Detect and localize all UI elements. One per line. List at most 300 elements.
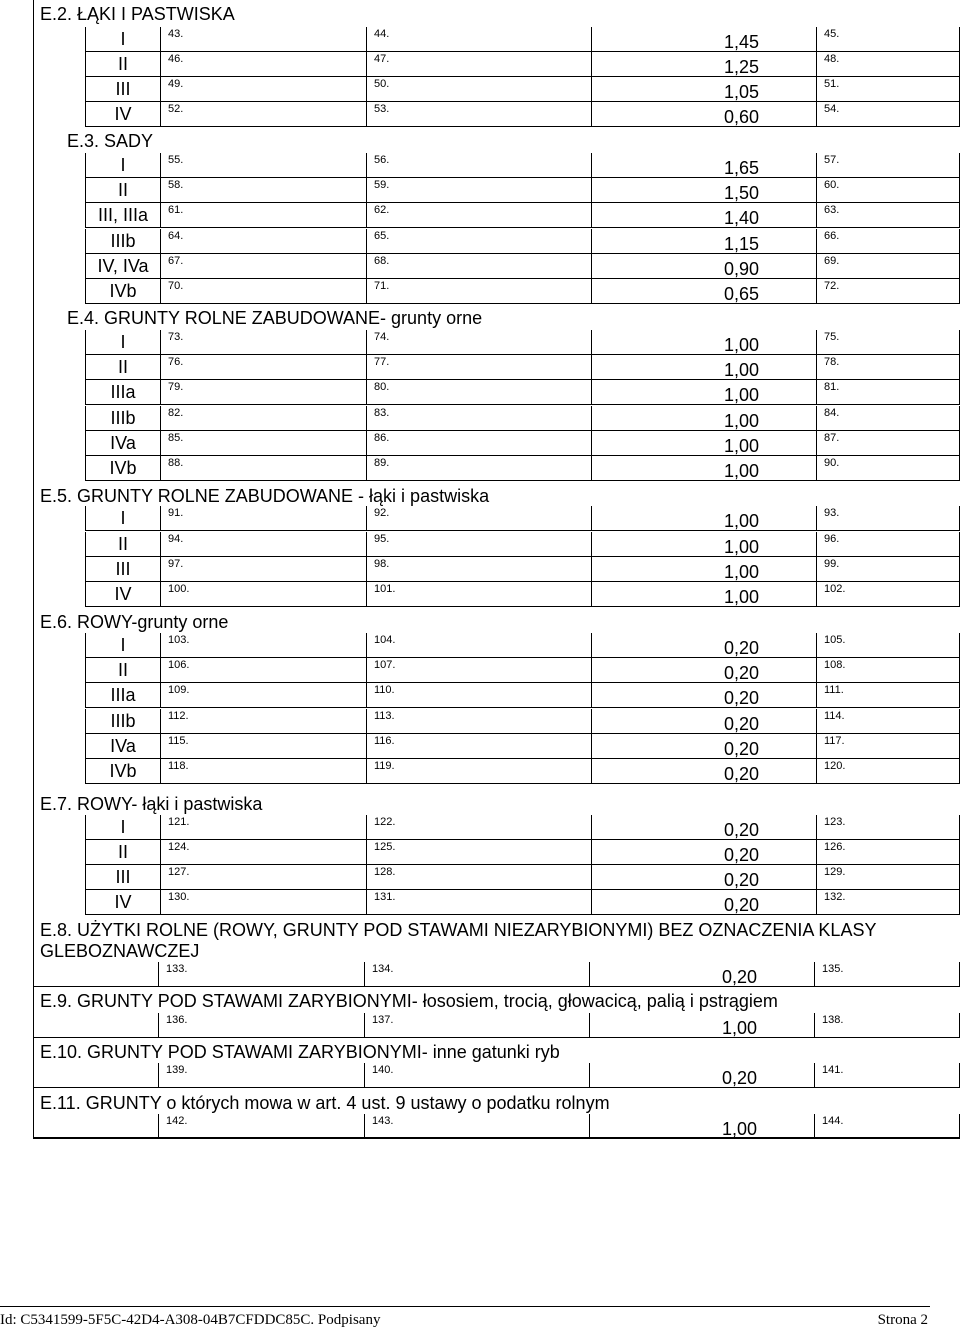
table-row <box>85 77 960 102</box>
field-number: 94. <box>168 533 184 545</box>
field-number: 63. <box>824 204 840 216</box>
field-number: 84. <box>824 407 840 419</box>
area-converted-field[interactable] <box>364 1114 589 1139</box>
area-converted-field[interactable] <box>366 254 591 279</box>
result-field[interactable] <box>816 406 960 431</box>
area-converted-field[interactable] <box>366 279 591 304</box>
area-field[interactable] <box>160 840 366 865</box>
area-field[interactable] <box>158 962 364 987</box>
field-number: 141. <box>822 1064 844 1076</box>
conversion-factor: 1,40 <box>723 208 759 228</box>
conversion-factor: 1,00 <box>721 1119 757 1139</box>
table-row <box>85 254 960 279</box>
table-row <box>85 229 960 254</box>
result-field[interactable] <box>816 254 960 279</box>
field-number: 73. <box>168 331 184 343</box>
area-field[interactable] <box>158 1114 364 1139</box>
field-number: 93. <box>824 507 840 519</box>
conversion-factor: 1,00 <box>723 411 759 431</box>
conversion-factor-cell <box>591 840 816 865</box>
soil-class-label: II <box>85 355 160 380</box>
area-field[interactable] <box>160 380 366 405</box>
conversion-factor-cell <box>591 865 816 890</box>
page-footer <box>0 1306 930 1331</box>
conversion-factor-cell <box>591 759 816 784</box>
conversion-factor: 1,00 <box>723 537 759 557</box>
soil-class-label: I <box>85 633 160 658</box>
field-number: 110. <box>374 684 395 696</box>
field-number: 67. <box>168 255 184 267</box>
conversion-factor: 1,05 <box>723 82 759 102</box>
table-row <box>85 890 960 915</box>
result-field[interactable] <box>816 380 960 405</box>
area-converted-field[interactable] <box>366 380 591 405</box>
field-number: 101. <box>374 583 396 595</box>
field-number: 127. <box>168 866 190 878</box>
field-number: 103. <box>168 634 190 646</box>
field-number: 124. <box>168 841 190 853</box>
blank-class-cell <box>33 1114 158 1139</box>
area-converted-field[interactable] <box>366 890 591 915</box>
table-row <box>85 330 960 355</box>
table-row <box>33 962 960 987</box>
conversion-factor-cell <box>591 506 816 531</box>
result-field[interactable] <box>816 557 960 582</box>
conversion-factor-cell <box>591 582 816 607</box>
field-number: 75. <box>824 331 840 343</box>
conversion-factor: 0,20 <box>723 739 759 759</box>
result-field[interactable] <box>814 1063 960 1088</box>
area-converted-field[interactable] <box>366 203 591 228</box>
field-number: 95. <box>374 533 390 545</box>
soil-class-label: IVa <box>85 431 160 456</box>
soil-class-label: IIIb <box>85 709 160 734</box>
field-number: 138. <box>822 1014 844 1026</box>
soil-class-label: III, IIIa <box>85 203 160 228</box>
field-number: 78. <box>824 356 840 368</box>
result-field[interactable] <box>814 1013 960 1038</box>
area-field[interactable] <box>160 734 366 759</box>
field-number: 125. <box>374 841 396 853</box>
field-number: 49. <box>168 78 184 90</box>
table-row <box>85 456 960 481</box>
area-converted-field[interactable] <box>366 557 591 582</box>
area-field[interactable] <box>160 683 366 708</box>
table-row <box>85 27 960 52</box>
conversion-factor-cell <box>591 658 816 683</box>
field-number: 89. <box>374 457 390 469</box>
area-converted-field[interactable] <box>366 532 591 557</box>
table-row <box>85 658 960 683</box>
conversion-factor: 1,00 <box>723 461 759 481</box>
field-number: 134. <box>372 963 394 975</box>
field-number: 130. <box>168 891 190 903</box>
area-converted-field[interactable] <box>364 1013 589 1038</box>
result-field[interactable] <box>816 229 960 254</box>
result-field[interactable] <box>816 153 960 178</box>
field-number: 57. <box>824 154 840 166</box>
result-field[interactable] <box>816 815 960 840</box>
table-row <box>85 153 960 178</box>
field-number: 137. <box>372 1014 394 1026</box>
field-number: 71. <box>374 280 390 292</box>
result-field[interactable] <box>816 840 960 865</box>
table-row <box>85 532 960 557</box>
result-field[interactable] <box>816 102 960 127</box>
field-number: 48. <box>824 53 840 65</box>
table-row <box>85 203 960 228</box>
conversion-factor: 1,25 <box>723 57 759 77</box>
field-number: 132. <box>824 891 846 903</box>
soil-class-label: IVb <box>85 456 160 481</box>
area-converted-field[interactable] <box>366 865 591 890</box>
area-field[interactable] <box>160 633 366 658</box>
area-field[interactable] <box>160 709 366 734</box>
result-field[interactable] <box>816 27 960 52</box>
table-row <box>85 865 960 890</box>
table-row <box>33 1114 960 1139</box>
conversion-factor: 1,00 <box>723 511 759 531</box>
field-number: 60. <box>824 179 840 191</box>
conversion-factor-cell <box>591 153 816 178</box>
area-converted-field[interactable] <box>366 431 591 456</box>
soil-class-label: IV <box>85 890 160 915</box>
area-field[interactable] <box>160 153 366 178</box>
conversion-factor-cell <box>591 406 816 431</box>
conversion-factor: 1,65 <box>723 158 759 178</box>
result-field[interactable] <box>816 759 960 784</box>
area-converted-field[interactable] <box>366 815 591 840</box>
section-e5-heading: E.5. GRUNTY ROLNE ZABUDOWANE - łąki i pastwiska <box>40 486 490 506</box>
result-field[interactable] <box>816 178 960 203</box>
conversion-factor-cell <box>591 557 816 582</box>
soil-class-label: IVa <box>85 734 160 759</box>
area-field[interactable] <box>160 532 366 557</box>
area-field[interactable] <box>158 1063 364 1088</box>
result-field[interactable] <box>816 355 960 380</box>
field-number: 140. <box>372 1064 394 1076</box>
conversion-factor-cell <box>591 178 816 203</box>
field-number: 97. <box>168 558 184 570</box>
result-field[interactable] <box>816 77 960 102</box>
field-number: 54. <box>824 103 840 115</box>
section-e8-heading-line1: E.8. UŻYTKI ROLNE (ROWY, GRUNTY POD STAWAMI NIEZARYBIONYMI) BEZ OZNACZENIA KLASY <box>40 920 877 940</box>
conversion-factor-cell <box>591 709 816 734</box>
conversion-factor-cell <box>589 962 814 987</box>
soil-class-label: I <box>85 153 160 178</box>
soil-class-label: IVb <box>85 279 160 304</box>
conversion-factor: 0,20 <box>721 1068 757 1088</box>
field-number: 98. <box>374 558 390 570</box>
conversion-factor: 0,20 <box>723 764 759 784</box>
field-number: 143. <box>372 1115 394 1127</box>
field-number: 104. <box>374 634 396 646</box>
table-row <box>33 1063 960 1088</box>
conversion-factor-cell <box>591 683 816 708</box>
area-field[interactable] <box>160 815 366 840</box>
result-field[interactable] <box>816 683 960 708</box>
soil-class-label: II <box>85 532 160 557</box>
field-number: 122. <box>374 816 396 828</box>
area-converted-field[interactable] <box>366 153 591 178</box>
area-field[interactable] <box>160 890 366 915</box>
field-number: 70. <box>168 280 184 292</box>
soil-class-label: I <box>85 27 160 52</box>
area-converted-field[interactable] <box>366 406 591 431</box>
area-converted-field[interactable] <box>366 229 591 254</box>
conversion-factor-cell <box>591 330 816 355</box>
table-row <box>85 279 960 304</box>
field-number: 105. <box>824 634 846 646</box>
blank-class-cell <box>33 962 158 987</box>
soil-class-label: IV <box>85 582 160 607</box>
result-field[interactable] <box>816 734 960 759</box>
area-field[interactable] <box>160 406 366 431</box>
field-number: 79. <box>168 381 184 393</box>
field-number: 136. <box>166 1014 188 1026</box>
table-row <box>85 840 960 865</box>
section-e9-heading: E.9. GRUNTY POD STAWAMI ZARYBIONYMI- łososiem, trocią, głowacicą, palią i pstrągiem <box>40 991 778 1011</box>
field-number: 88. <box>168 457 184 469</box>
area-converted-field[interactable] <box>366 506 591 531</box>
field-number: 106. <box>168 659 190 671</box>
table-row <box>85 582 960 607</box>
section-e3-heading: E.3. SADY <box>67 131 154 151</box>
section-e4-heading: E.4. GRUNTY ROLNE ZABUDOWANE- grunty orne <box>67 308 483 328</box>
table-row <box>33 1013 960 1038</box>
field-number: 129. <box>824 866 846 878</box>
conversion-factor-cell <box>591 890 816 915</box>
field-number: 99. <box>824 558 840 570</box>
field-number: 51. <box>824 78 840 90</box>
field-number: 126. <box>824 841 846 853</box>
area-converted-field[interactable] <box>366 77 591 102</box>
field-number: 109. <box>168 684 190 696</box>
result-field[interactable] <box>816 203 960 228</box>
area-field[interactable] <box>160 865 366 890</box>
area-converted-field[interactable] <box>366 27 591 52</box>
field-number: 80. <box>374 381 390 393</box>
conversion-factor-cell <box>591 27 816 52</box>
conversion-factor: 1,00 <box>723 587 759 607</box>
soil-class-label: III <box>85 557 160 582</box>
area-field[interactable] <box>160 582 366 607</box>
soil-class-label: IV <box>85 102 160 127</box>
area-converted-field[interactable] <box>366 658 591 683</box>
table-row <box>85 633 960 658</box>
blank-class-cell <box>33 1013 158 1038</box>
area-field[interactable] <box>160 759 366 784</box>
result-field[interactable] <box>816 456 960 481</box>
area-field[interactable] <box>160 431 366 456</box>
soil-class-label: I <box>85 506 160 531</box>
field-number: 61. <box>168 204 184 216</box>
conversion-factor-cell <box>591 815 816 840</box>
conversion-factor-cell <box>591 633 816 658</box>
area-field[interactable] <box>160 279 366 304</box>
conversion-factor-cell <box>589 1063 814 1088</box>
result-field[interactable] <box>816 506 960 531</box>
conversion-factor: 1,15 <box>723 234 759 254</box>
soil-class-label: IIIa <box>85 683 160 708</box>
conversion-factor: 0,20 <box>721 967 757 987</box>
field-number: 123. <box>824 816 846 828</box>
section-e6-heading: E.6. ROWY-grunty orne <box>40 612 229 632</box>
conversion-factor-cell <box>591 254 816 279</box>
area-converted-field[interactable] <box>366 178 591 203</box>
conversion-factor-cell <box>589 1114 814 1139</box>
area-converted-field[interactable] <box>366 683 591 708</box>
soil-class-label: II <box>85 52 160 77</box>
area-field[interactable] <box>160 658 366 683</box>
conversion-factor: 0,20 <box>723 714 759 734</box>
result-field[interactable] <box>816 279 960 304</box>
field-number: 139. <box>166 1064 188 1076</box>
table-row <box>85 815 960 840</box>
conversion-factor: 1,50 <box>723 183 759 203</box>
field-number: 44. <box>374 28 390 40</box>
field-number: 115. <box>168 735 189 747</box>
soil-class-label: IV, IVa <box>85 254 160 279</box>
result-field[interactable] <box>816 532 960 557</box>
area-field[interactable] <box>158 1013 364 1038</box>
field-number: 90. <box>824 457 840 469</box>
soil-class-label: I <box>85 330 160 355</box>
conversion-factor: 0,65 <box>723 284 759 304</box>
result-field[interactable] <box>814 962 960 987</box>
field-number: 102. <box>824 583 846 595</box>
area-field[interactable] <box>160 203 366 228</box>
area-field[interactable] <box>160 77 366 102</box>
table-row <box>85 102 960 127</box>
conversion-factor-cell <box>591 279 816 304</box>
area-converted-field[interactable] <box>364 962 589 987</box>
conversion-factor-cell <box>589 1013 814 1038</box>
section-e10-heading: E.10. GRUNTY POD STAWAMI ZARYBIONYMI- inne gatunki ryb <box>40 1042 560 1062</box>
result-field[interactable] <box>816 52 960 77</box>
field-number: 119. <box>374 760 395 772</box>
field-number: 50. <box>374 78 390 90</box>
area-field[interactable] <box>160 456 366 481</box>
area-field[interactable] <box>160 178 366 203</box>
section-e11-heading: E.11. GRUNTY o których mowa w art. 4 ust. 9 ustawy o podatku rolnym <box>40 1093 610 1113</box>
field-number: 142. <box>166 1115 188 1127</box>
section-e7-heading: E.7. ROWY- łąki i pastwiska <box>40 794 263 814</box>
result-field[interactable] <box>814 1114 960 1139</box>
area-converted-field[interactable] <box>366 734 591 759</box>
table-row <box>85 506 960 531</box>
section-e2-heading: E.2. ŁĄKI I PASTWISKA <box>40 4 235 24</box>
result-field[interactable] <box>816 890 960 915</box>
conversion-factor: 0,20 <box>723 845 759 865</box>
table-row <box>85 380 960 405</box>
table-row <box>85 557 960 582</box>
field-number: 66. <box>824 230 840 242</box>
result-field[interactable] <box>816 709 960 734</box>
conversion-factor-cell <box>591 203 816 228</box>
field-number: 135. <box>822 963 844 975</box>
table-row <box>85 759 960 784</box>
area-converted-field[interactable] <box>366 456 591 481</box>
field-number: 68. <box>374 255 390 267</box>
table-row <box>85 178 960 203</box>
area-field[interactable] <box>160 229 366 254</box>
field-number: 77. <box>374 356 390 368</box>
area-converted-field[interactable] <box>366 633 591 658</box>
field-number: 121. <box>168 816 190 828</box>
soil-class-label: IIIb <box>85 229 160 254</box>
conversion-factor-cell <box>591 456 816 481</box>
conversion-factor: 1,00 <box>723 335 759 355</box>
area-converted-field[interactable] <box>366 330 591 355</box>
area-converted-field[interactable] <box>366 840 591 865</box>
conversion-factor: 1,00 <box>723 360 759 380</box>
field-number: 45. <box>824 28 840 40</box>
area-field[interactable] <box>160 102 366 127</box>
area-converted-field[interactable] <box>366 102 591 127</box>
area-converted-field[interactable] <box>366 582 591 607</box>
table-row <box>85 406 960 431</box>
area-converted-field[interactable] <box>366 355 591 380</box>
conversion-factor-cell <box>591 77 816 102</box>
field-number: 46. <box>168 53 184 65</box>
result-field[interactable] <box>816 330 960 355</box>
area-field[interactable] <box>160 355 366 380</box>
table-row <box>85 709 960 734</box>
field-number: 56. <box>374 154 390 166</box>
conversion-factor: 1,00 <box>723 385 759 405</box>
conversion-factor-cell <box>591 431 816 456</box>
area-field[interactable] <box>160 506 366 531</box>
conversion-factor-cell <box>591 102 816 127</box>
soil-class-label: II <box>85 658 160 683</box>
conversion-factor-cell <box>591 229 816 254</box>
conversion-factor: 1,45 <box>723 32 759 52</box>
field-number: 111. <box>824 684 844 696</box>
field-number: 69. <box>824 255 840 267</box>
area-converted-field[interactable] <box>364 1063 589 1088</box>
field-number: 43. <box>168 28 184 40</box>
result-field[interactable] <box>816 582 960 607</box>
result-field[interactable] <box>816 431 960 456</box>
field-number: 47. <box>374 53 390 65</box>
field-number: 59. <box>374 179 390 191</box>
area-field[interactable] <box>160 254 366 279</box>
field-number: 113. <box>374 710 395 722</box>
area-converted-field[interactable] <box>366 52 591 77</box>
table-row <box>85 355 960 380</box>
field-number: 128. <box>374 866 396 878</box>
area-converted-field[interactable] <box>366 709 591 734</box>
result-field[interactable] <box>816 865 960 890</box>
area-field[interactable] <box>160 557 366 582</box>
area-field[interactable] <box>160 27 366 52</box>
area-converted-field[interactable] <box>366 759 591 784</box>
conversion-factor-cell <box>591 52 816 77</box>
result-field[interactable] <box>816 658 960 683</box>
field-number: 116. <box>374 735 395 747</box>
soil-class-label: I <box>85 815 160 840</box>
area-field[interactable] <box>160 52 366 77</box>
field-number: 62. <box>374 204 390 216</box>
conversion-factor: 1,00 <box>723 436 759 456</box>
conversion-factor-cell <box>591 734 816 759</box>
conversion-factor-cell <box>591 532 816 557</box>
field-number: 131. <box>374 891 396 903</box>
conversion-factor: 0,20 <box>723 638 759 658</box>
result-field[interactable] <box>816 633 960 658</box>
area-field[interactable] <box>160 330 366 355</box>
